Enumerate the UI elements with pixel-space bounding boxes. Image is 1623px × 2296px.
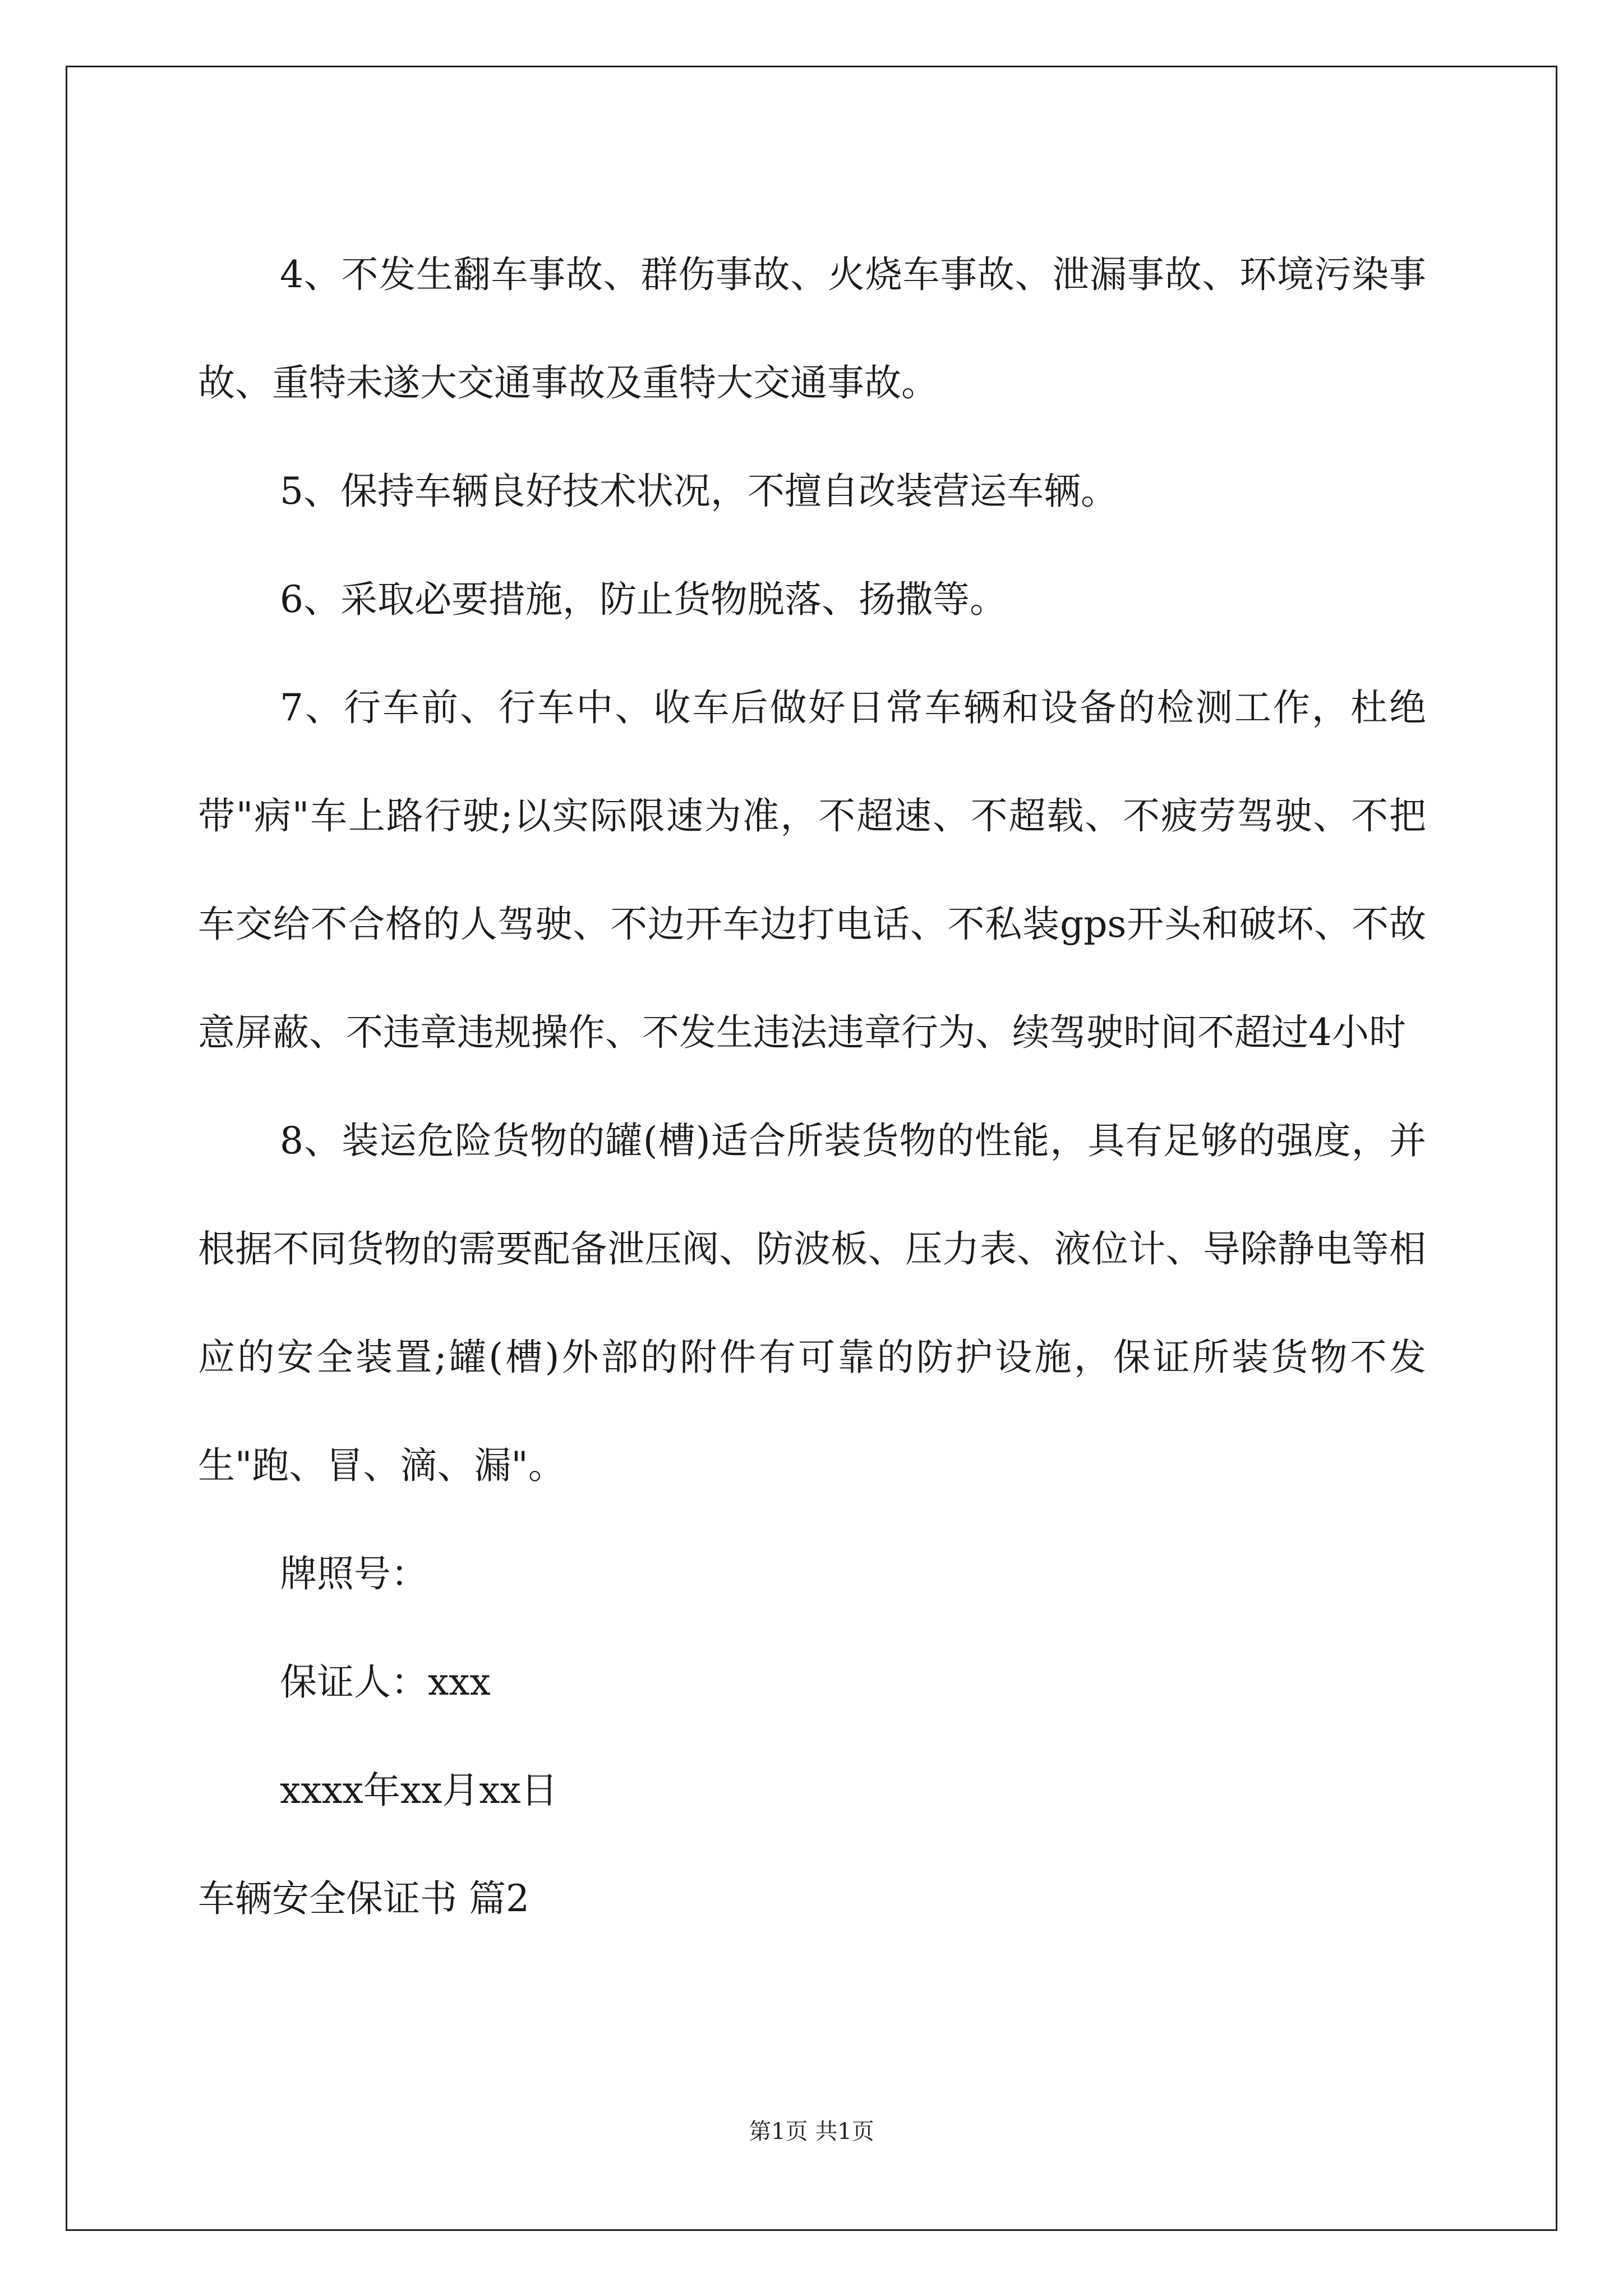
date-line: xxxx年xx月xx日	[280, 1769, 558, 1812]
section-heading: 车辆安全保证书 篇2	[198, 1877, 529, 1920]
paragraph-item-5: 5、保持车辆良好技术状况，不擅自改装营运车辆。	[280, 470, 1118, 513]
guarantor-line: 保证人：xxx	[280, 1660, 491, 1704]
paragraph-item-7: 7、行车前、行车中、收车后做好日常车辆和设备的检测工作，杜绝带"病"车上路行驶;以实际限速为准，不超速、不超载、不疲劳驾驶、不把车交给不合格的人驾驶、不边开车边打电话、不私装gps开头和破坏、不故意屏蔽、不违章违规操作、不发生违法违章行为、续驾驶时间不超过4小时	[198, 686, 1426, 1054]
document-body	[198, 220, 1426, 1953]
page-footer: 第1页 共1页	[749, 2119, 874, 2145]
paragraph-item-4: 4、不发生翻车事故、群伤事故、火烧车事故、泄漏事故、环境污染事故、重特未遂大交通事故及重特大交通事故。	[198, 253, 1426, 404]
plate-number-line: 牌照号：	[280, 1552, 428, 1595]
paragraph-item-8: 8、装运危险货物的罐(槽)适合所装货物的性能，具有足够的强度，并根据不同货物的需要配备泄压阀、防波板、压力表、液位计、导除静电等相应的安全装置;罐(槽)外部的附件有可靠的防护设施，保证所装货物不发生"跑、冒、滴、漏"。	[198, 1119, 1426, 1487]
paragraph-item-6: 6、采取必要措施，防止货物脱落、扬撒等。	[280, 578, 1007, 621]
